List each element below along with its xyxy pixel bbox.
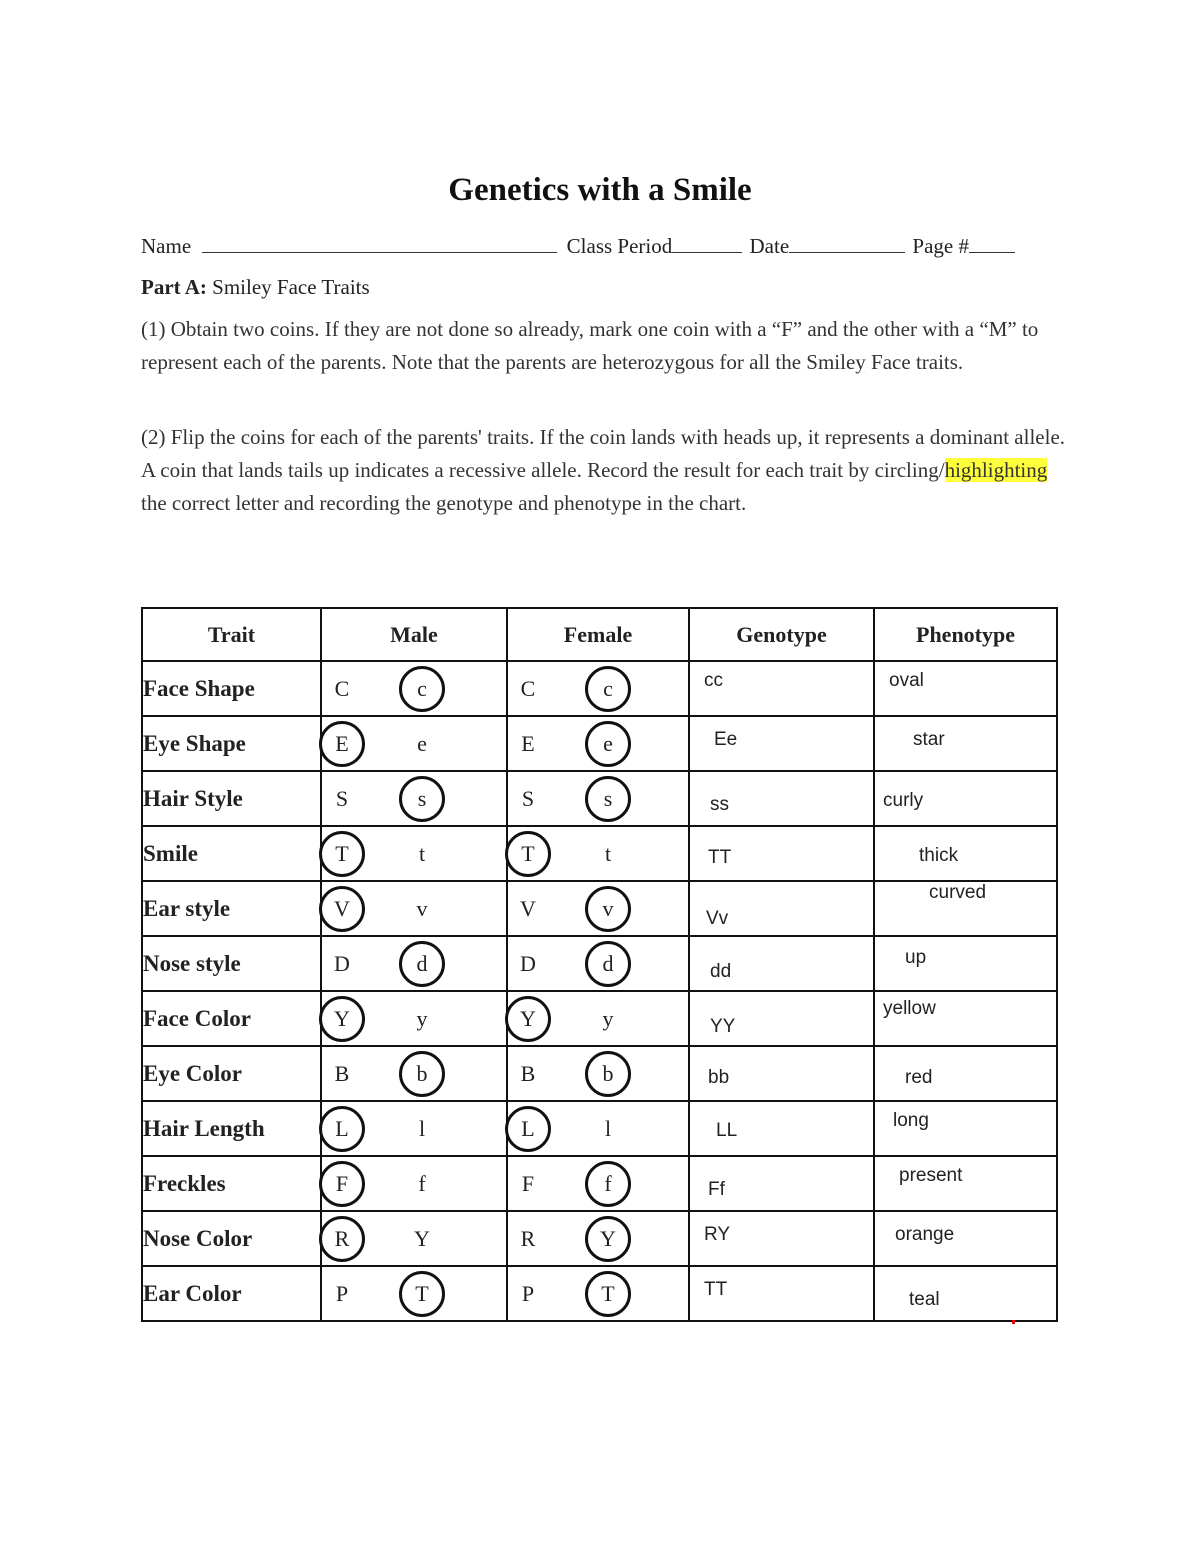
male-allele-circled[interactable]: F	[319, 1161, 365, 1207]
part-a-subtitle: Smiley Face Traits	[212, 275, 370, 299]
male-alleles-cell	[321, 826, 507, 881]
date-label: Date	[749, 234, 790, 258]
phenotype-cell[interactable]	[874, 1156, 1057, 1211]
genotype-value: Vv	[706, 908, 729, 929]
phenotype-cell[interactable]	[874, 771, 1057, 826]
genotype-value: TT	[704, 1279, 728, 1300]
trait-name: Nose style	[142, 936, 321, 991]
male-allele-circled[interactable]: T	[319, 831, 365, 877]
trait-name: Hair Style	[142, 771, 321, 826]
phenotype-value: present	[899, 1165, 963, 1186]
genotype-value: Ff	[708, 1179, 725, 1200]
female-alleles-cell	[507, 661, 689, 716]
male-allele-circled[interactable]: Y	[319, 996, 365, 1042]
male-alleles-cell	[321, 1101, 507, 1156]
name-field[interactable]	[202, 232, 557, 253]
instruction-step-1: (1) Obtain two coins. If they are not done so already, mark one coin with a “F” and the other with a “M” to represent each of the parents. Note that the parents are heterozygous for all the Smiley Face traits.	[141, 317, 1039, 374]
instruction-step-2-text: (2) Flip the coins for each of the parents' traits. If the coin lands with heads up, it represents a dominant allele. A coin that lands tails up indicates a recessive allele. Record the result for each trait by circling/	[141, 425, 1066, 482]
female-allele[interactable]: R	[520, 1225, 536, 1251]
male-allele-circled[interactable]: E	[319, 721, 365, 767]
male-alleles-cell	[321, 1046, 507, 1101]
traits-table	[141, 607, 1058, 1322]
male-allele[interactable]: l	[418, 1115, 426, 1141]
female-allele-circled[interactable]: e	[585, 721, 631, 767]
trait-name: Face Shape	[142, 661, 321, 716]
male-alleles-cell	[321, 716, 507, 771]
male-allele-circled[interactable]: c	[399, 666, 445, 712]
genotype-cell[interactable]	[689, 1101, 874, 1156]
header-trait: Trait	[142, 608, 321, 661]
male-alleles-cell	[321, 881, 507, 936]
date-field[interactable]	[789, 232, 905, 253]
phenotype-value: thick	[919, 845, 959, 866]
female-alleles-cell	[507, 881, 689, 936]
genotype-cell[interactable]	[689, 991, 874, 1046]
table-row	[142, 881, 1057, 936]
trait-name: Eye Shape	[142, 716, 321, 771]
female-allele-circled[interactable]: s	[585, 776, 631, 822]
male-alleles-cell	[321, 1156, 507, 1211]
table-row	[142, 1266, 1057, 1321]
female-allele-circled[interactable]: d	[585, 941, 631, 987]
female-allele-circled[interactable]: v	[585, 886, 631, 932]
trait-name: Nose Color	[142, 1211, 321, 1266]
header-female: Female	[507, 608, 689, 661]
instruction-step-2	[141, 421, 1071, 520]
female-allele[interactable]: t	[604, 840, 612, 866]
phenotype-cell[interactable]	[874, 1101, 1057, 1156]
trait-name: Hair Length	[142, 1101, 321, 1156]
female-allele[interactable]: D	[520, 950, 536, 976]
female-allele[interactable]: y	[602, 1005, 614, 1031]
class-period-label: Class Period	[566, 234, 673, 258]
male-allele[interactable]: f	[418, 1170, 426, 1196]
female-alleles-cell	[507, 991, 689, 1046]
female-allele-circled[interactable]: T	[505, 831, 551, 877]
table-row	[142, 826, 1057, 881]
male-alleles-cell	[321, 661, 507, 716]
male-allele[interactable]: v	[416, 895, 428, 921]
genotype-value: ss	[710, 794, 729, 815]
female-allele-circled[interactable]: Y	[505, 996, 551, 1042]
trait-name: Ear Color	[142, 1266, 321, 1321]
genotype-value: YY	[710, 1016, 736, 1037]
male-allele-circled[interactable]: T	[399, 1271, 445, 1317]
trait-name: Ear style	[142, 881, 321, 936]
header-phenotype: Phenotype	[874, 608, 1057, 661]
phenotype-cell[interactable]	[874, 936, 1057, 991]
phenotype-cell[interactable]	[874, 1266, 1057, 1321]
phenotype-value: long	[893, 1110, 929, 1131]
male-allele[interactable]: S	[335, 785, 349, 811]
phenotype-value: oval	[889, 670, 924, 691]
phenotype-value: yellow	[883, 998, 936, 1019]
female-allele[interactable]: C	[520, 675, 536, 701]
male-allele-circled[interactable]: L	[319, 1106, 365, 1152]
highlighted-word: highlighting	[944, 458, 1048, 482]
header-male: Male	[321, 608, 507, 661]
table-row	[142, 661, 1057, 716]
red-mark	[1012, 1320, 1015, 1324]
trait-name: Eye Color	[142, 1046, 321, 1101]
male-allele[interactable]: y	[416, 1005, 428, 1031]
genotype-cell[interactable]	[689, 661, 874, 716]
female-allele[interactable]: S	[521, 785, 535, 811]
genotype-value: bb	[708, 1067, 730, 1088]
genotype-cell[interactable]	[689, 881, 874, 936]
page-title: Genetics with a Smile	[448, 172, 752, 208]
part-a-heading	[141, 275, 370, 300]
genotype-value: LL	[716, 1120, 738, 1141]
table-row	[142, 1211, 1057, 1266]
phenotype-cell[interactable]	[874, 716, 1057, 771]
phenotype-value: red	[905, 1067, 933, 1088]
phenotype-value: up	[905, 947, 927, 968]
instruction-step-2-end: the correct letter and recording the genotype and phenotype in the chart.	[141, 491, 747, 515]
genotype-cell[interactable]	[689, 1046, 874, 1101]
male-alleles-cell	[321, 1266, 507, 1321]
trait-name: Smile	[142, 826, 321, 881]
female-allele[interactable]: P	[521, 1280, 535, 1306]
phenotype-cell[interactable]	[874, 1046, 1057, 1101]
male-allele[interactable]: B	[334, 1060, 350, 1086]
genotype-cell[interactable]	[689, 771, 874, 826]
phenotype-cell[interactable]	[874, 826, 1057, 881]
trait-name: Freckles	[142, 1156, 321, 1211]
genotype-cell[interactable]	[689, 1156, 874, 1211]
table-row	[142, 771, 1057, 826]
female-allele[interactable]: E	[521, 730, 535, 756]
genotype-value: dd	[710, 961, 732, 982]
male-allele[interactable]: P	[335, 1280, 349, 1306]
male-allele[interactable]: D	[334, 950, 350, 976]
table-row	[142, 716, 1057, 771]
phenotype-value: curly	[883, 790, 924, 811]
student-info-line	[141, 232, 1015, 259]
female-alleles-cell	[507, 1211, 689, 1266]
male-allele-circled[interactable]: d	[399, 941, 445, 987]
female-allele-circled[interactable]: b	[585, 1051, 631, 1097]
female-alleles-cell	[507, 716, 689, 771]
male-allele-circled[interactable]: R	[319, 1216, 365, 1262]
male-alleles-cell	[321, 771, 507, 826]
phenotype-cell[interactable]	[874, 881, 1057, 936]
trait-name: Face Color	[142, 991, 321, 1046]
table-row	[142, 1046, 1057, 1101]
genotype-value: Ee	[714, 729, 738, 750]
genotype-cell[interactable]	[689, 1211, 874, 1266]
male-allele[interactable]: Y	[414, 1225, 430, 1251]
header-genotype: Genotype	[689, 608, 874, 661]
phenotype-value: star	[913, 729, 945, 750]
phenotype-cell[interactable]	[874, 991, 1057, 1046]
genotype-cell[interactable]	[689, 936, 874, 991]
table-row	[142, 1101, 1057, 1156]
male-allele[interactable]: e	[417, 730, 427, 756]
table-row	[142, 936, 1057, 991]
phenotype-cell[interactable]	[874, 661, 1057, 716]
class-period-field[interactable]	[672, 232, 742, 253]
female-alleles-cell	[507, 771, 689, 826]
male-allele-circled[interactable]: b	[399, 1051, 445, 1097]
phenotype-value: teal	[909, 1289, 940, 1310]
genotype-cell[interactable]	[689, 716, 874, 771]
genotype-value: RY	[704, 1224, 731, 1245]
male-alleles-cell	[321, 936, 507, 991]
female-allele[interactable]: B	[520, 1060, 536, 1086]
part-a-label: Part A:	[141, 275, 207, 299]
female-allele-circled[interactable]: f	[585, 1161, 631, 1207]
male-alleles-cell	[321, 1211, 507, 1266]
page-number-field[interactable]	[969, 232, 1015, 253]
female-allele[interactable]: V	[520, 895, 536, 921]
phenotype-value: orange	[895, 1224, 955, 1245]
female-allele-circled[interactable]: T	[585, 1271, 631, 1317]
female-allele-circled[interactable]: L	[505, 1106, 551, 1152]
table-header-row	[142, 608, 1057, 661]
page-number-label: Page #	[912, 234, 969, 258]
male-allele[interactable]: t	[418, 840, 426, 866]
table-row	[142, 1156, 1057, 1211]
genotype-cell[interactable]	[689, 1266, 874, 1321]
male-allele-circled[interactable]: V	[319, 886, 365, 932]
phenotype-cell[interactable]	[874, 1211, 1057, 1266]
female-alleles-cell	[507, 936, 689, 991]
female-alleles-cell	[507, 1156, 689, 1211]
name-label: Name	[141, 234, 192, 258]
female-allele[interactable]: F	[521, 1170, 535, 1196]
female-allele-circled[interactable]: c	[585, 666, 631, 712]
male-alleles-cell	[321, 991, 507, 1046]
genotype-value: cc	[704, 670, 723, 691]
female-alleles-cell	[507, 1101, 689, 1156]
female-alleles-cell	[507, 1266, 689, 1321]
table-row	[142, 991, 1057, 1046]
male-allele-circled[interactable]: s	[399, 776, 445, 822]
female-alleles-cell	[507, 1046, 689, 1101]
female-alleles-cell	[507, 826, 689, 881]
male-allele[interactable]: C	[334, 675, 350, 701]
female-allele-circled[interactable]: Y	[585, 1216, 631, 1262]
female-allele[interactable]: l	[604, 1115, 612, 1141]
genotype-cell[interactable]	[689, 826, 874, 881]
phenotype-value: curved	[929, 882, 987, 903]
genotype-value: TT	[708, 847, 732, 868]
